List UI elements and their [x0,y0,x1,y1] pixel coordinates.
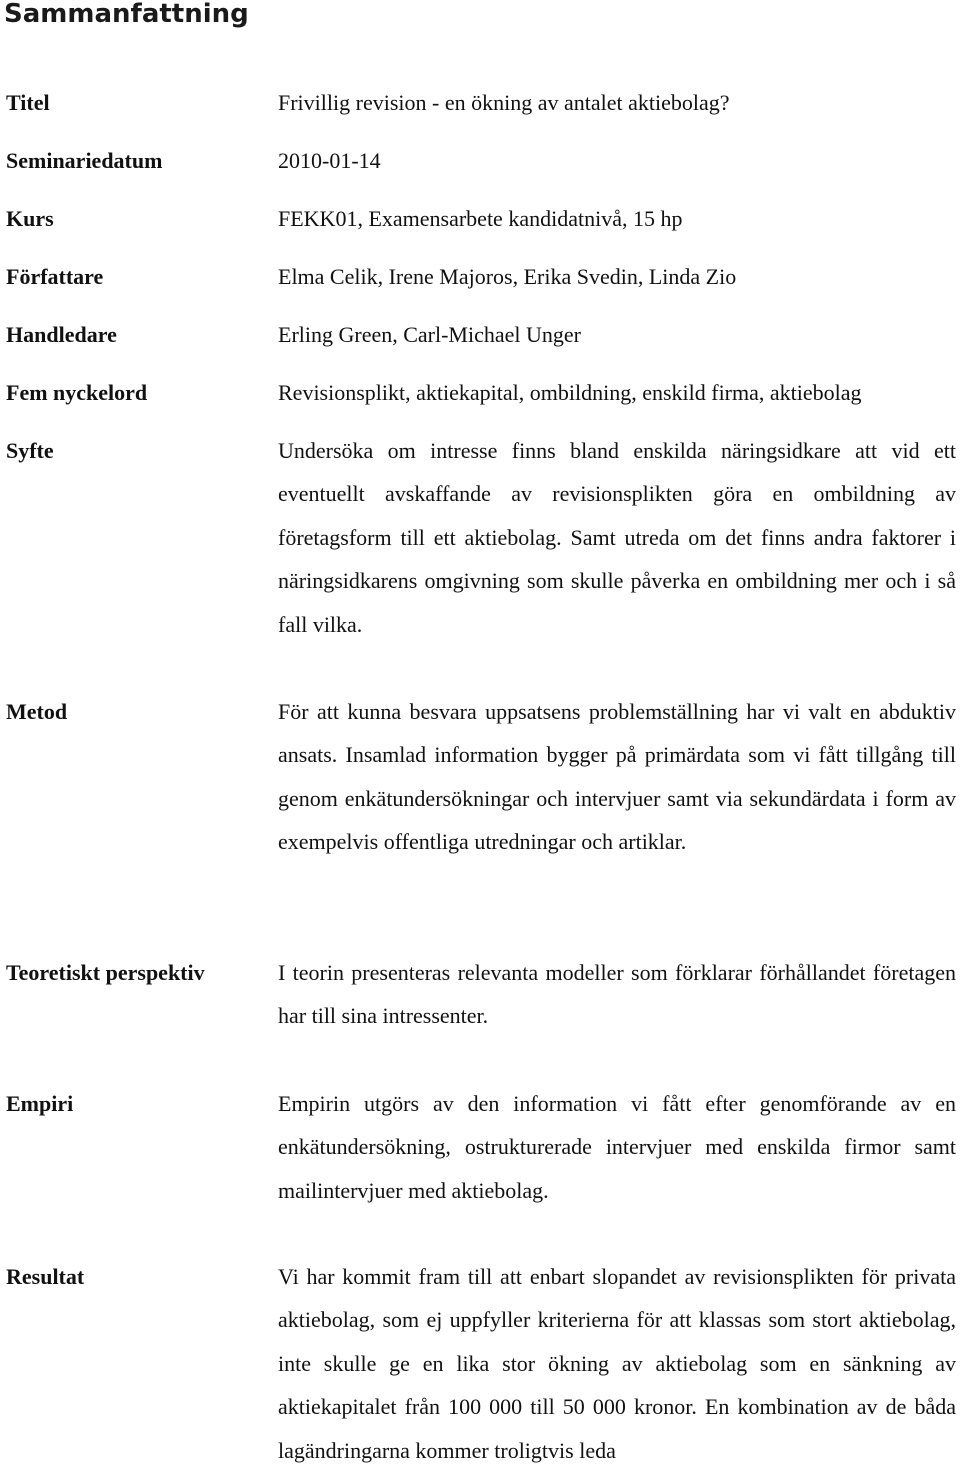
method-label: Metod [6,699,68,724]
title-value: Frivillig revision - en ökning av antalet aktiebolag? [278,90,730,115]
supervisors-value: Erling Green, Carl-Michael Unger [278,322,581,347]
keywords-label: Fem nyckelord [6,380,148,405]
keywords-value: Revisionsplikt, aktiekapital, ombildning, enskild firma, aktiebolag [278,380,862,405]
purpose-text: Undersöka om intresse finns bland enskilda näringsidkare att vid ett eventuellt avskaffande av revisionsplikten göra en ombildning av företagsform till ett aktiebolag. Samt utreda om det finns andra faktorer i näringsidkarens omgivning som skulle påverka en ombildning mer och i så fall vilka. [278,438,956,637]
seminar-date-label: Seminariedatum [6,148,163,173]
title-label: Titel [6,90,50,115]
supervisors-label: Handledare [6,322,117,347]
empirics-label: Empiri [6,1091,74,1116]
method-text: För att kunna besvara uppsatsens problemställning har vi valt en abduktiv ansats. Insamlad information bygger på primärdata som vi fått tillgång till genom enkätundersökningar och intervjuer samt via sekundärdata i form av exempelvis offentliga utredningar och artiklar. [278,699,956,855]
seminar-date-value: 2010-01-14 [278,148,381,173]
theory-label: Teoretiskt perspektiv [6,960,205,985]
authors-label: Författare [6,264,104,289]
authors-value: Elma Celik, Irene Majoros, Erika Svedin, Linda Zio [278,264,737,289]
theory-text: I teorin presenteras relevanta modeller som förklarar förhållandet företagen har till sina intressenter. [278,960,956,1029]
page-heading: Sammanfattning [4,0,249,29]
course-label: Kurs [6,206,54,231]
empirics-text: Empirin utgörs av den information vi fått efter genomförande av en enkätundersökning, ostrukturerade intervjuer med enskilda firmor samt mailintervjuer med aktiebolag. [278,1091,956,1203]
course-value: FEKK01, Examensarbete kandidatnivå, 15 hp [278,206,683,231]
purpose-label: Syfte [6,438,54,463]
result-text: Vi har kommit fram till att enbart slopandet av revisionsplikten för privata aktiebolag, som ej uppfyller kriterierna för att klassas som stort aktiebolag, inte skulle ge en lika stor ökning av aktiebolag som en sänkning av aktiekapitalet från 100 000 till 50 000 kronor. En kombination av de båda lagändringarna kommer troligtvis leda [278,1264,956,1463]
result-label: Resultat [6,1264,85,1289]
